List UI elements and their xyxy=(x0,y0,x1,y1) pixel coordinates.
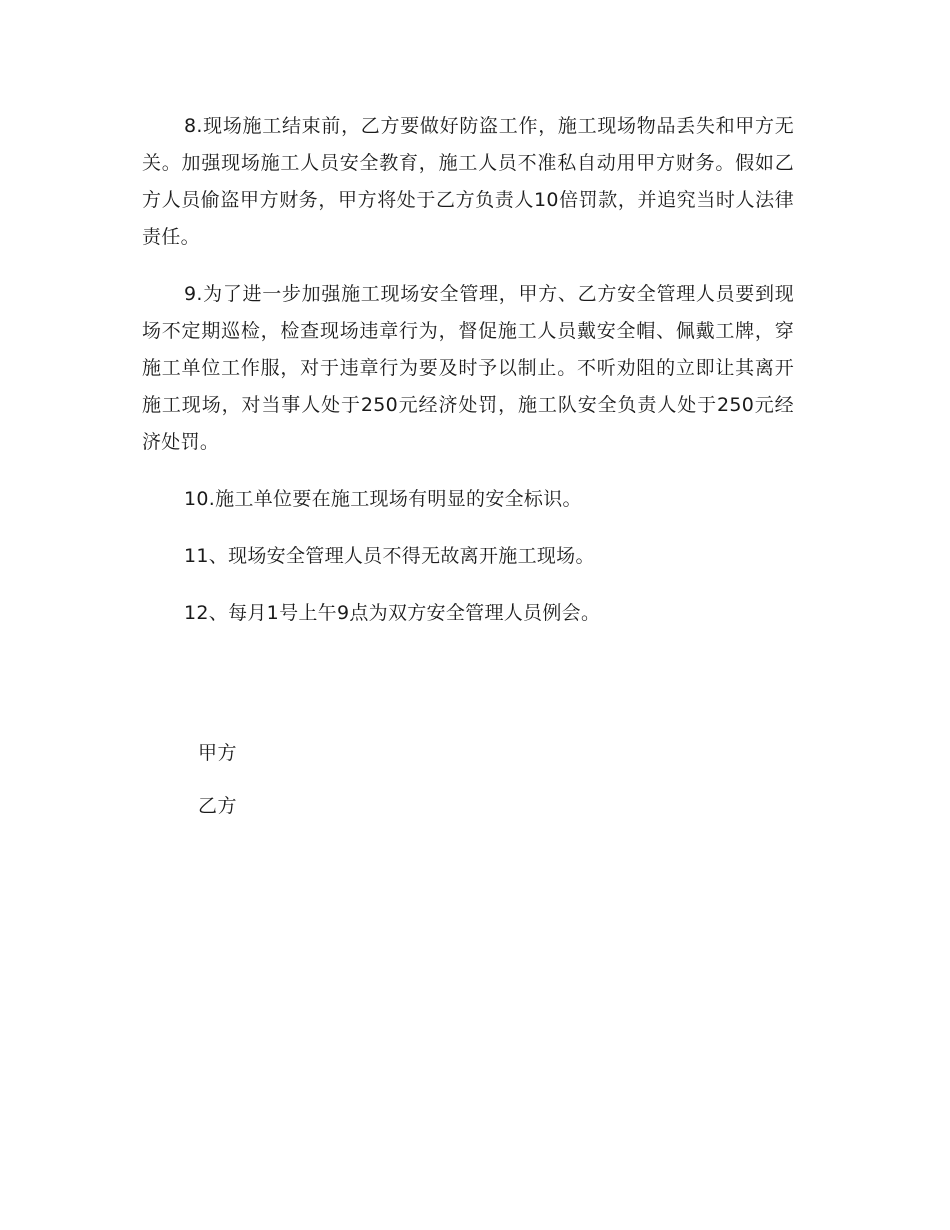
clause-8: 8.现场施工结束前，乙方要做好防盗工作，施工现场物品丢失和甲方无关。加强现场施工人员安全教育，施工人员不准私自动用甲方财务。假如乙方人员偷盗甲方财务，甲方将处于乙方负责人10倍罚款，并追究当时人法律责任。 xyxy=(142,115,794,248)
clause-11: 11、现场安全管理人员不得无故离开施工现场。 xyxy=(184,545,595,567)
signature-block xyxy=(198,735,498,841)
party-b-label: 乙方 xyxy=(198,795,238,817)
clause-9: 9.为了进一步加强施工现场安全管理，甲方、乙方安全管理人员要到现场不定期巡检，检查现场违章行为，督促施工人员戴安全帽、佩戴工牌，穿施工单位工作服，对于违章行为要及时予以制止。不听劝阻的立即让其离开施工现场，对当事人处于250元经济处罚，施工队安全负责人处于250元经济处罚。 xyxy=(142,283,794,453)
clause-12: 12、每月1号上午9点为双方安全管理人员例会。 xyxy=(184,602,601,624)
clause-10: 10.施工单位要在施工现场有明显的安全标识。 xyxy=(184,488,582,510)
party-a-label: 甲方 xyxy=(198,742,238,764)
document-body xyxy=(142,108,794,652)
